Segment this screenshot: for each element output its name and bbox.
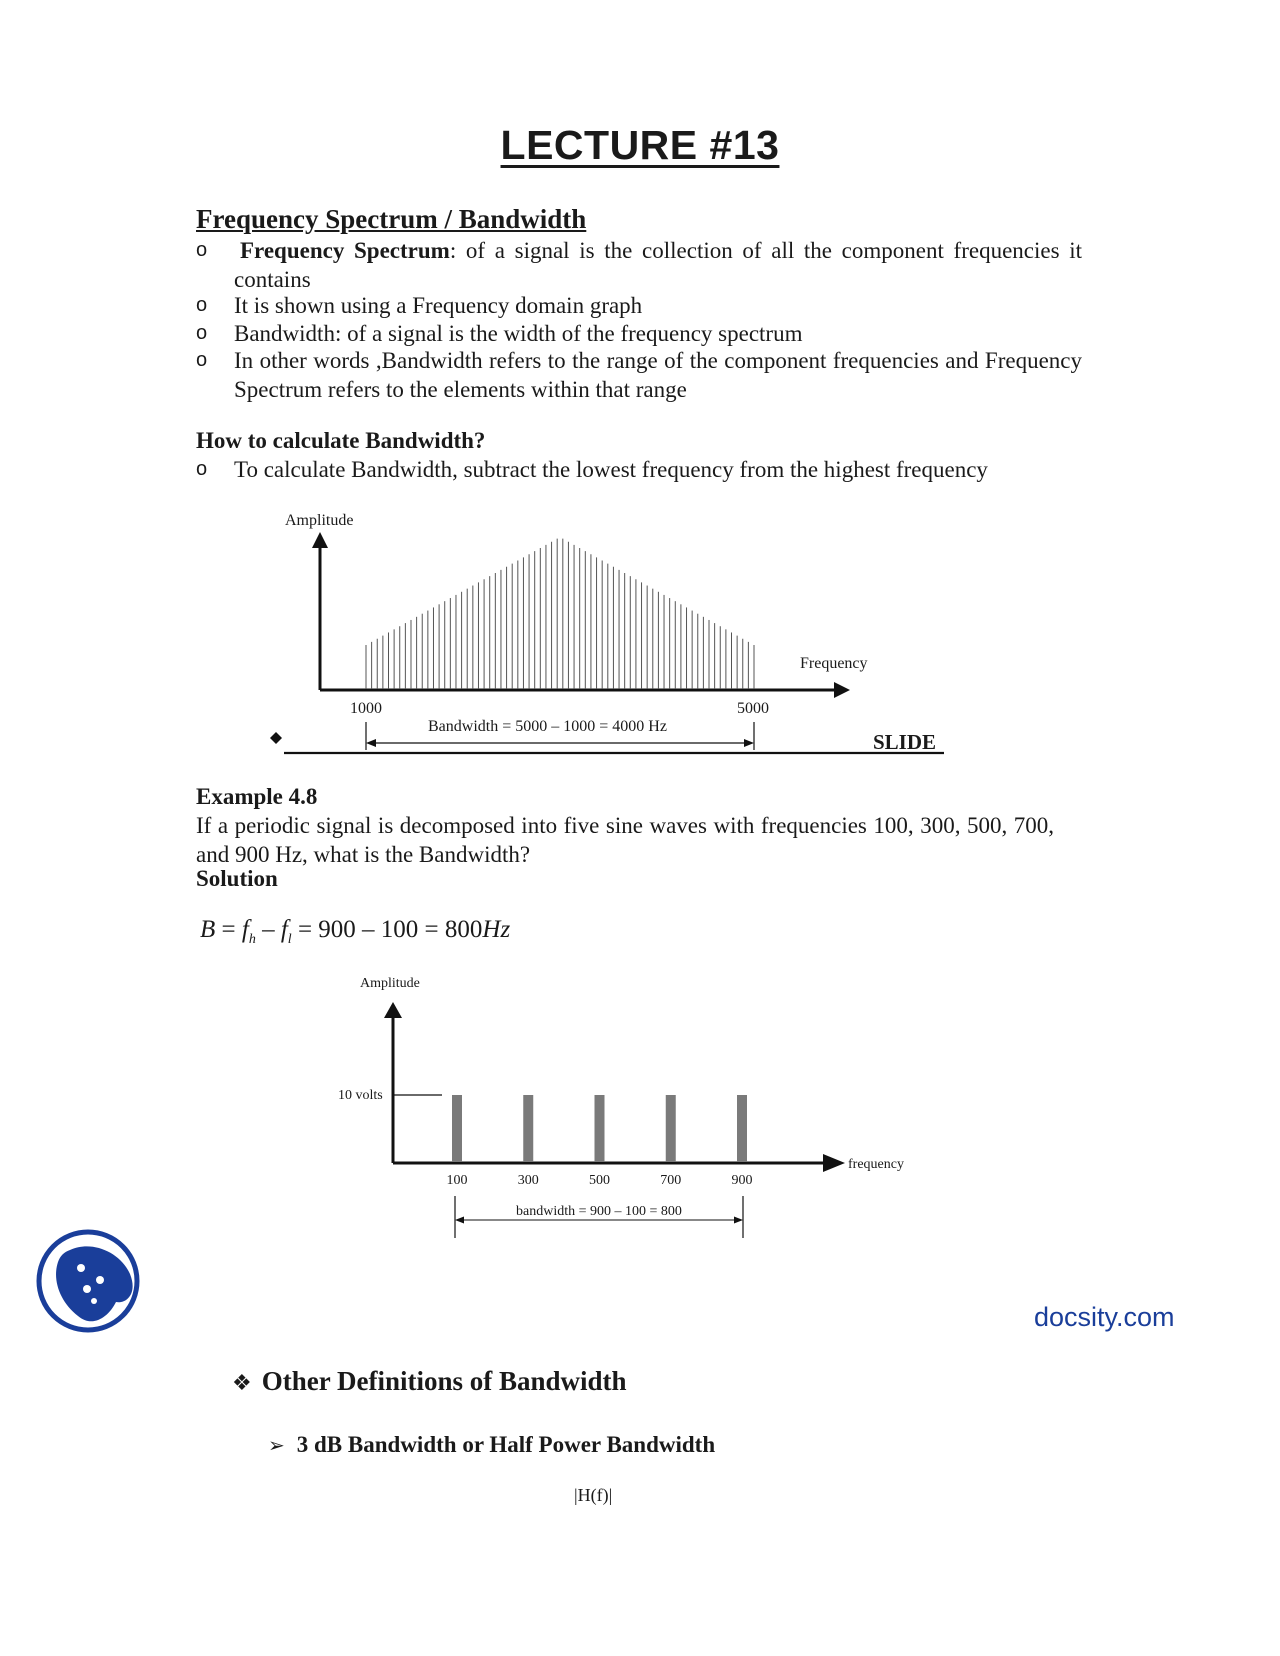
bar-500 (595, 1095, 605, 1162)
tick-label-700: 700 (660, 1173, 682, 1188)
arrowhead-bullet-icon: ➢ (268, 1433, 285, 1457)
example-text: If a periodic signal is decomposed into five sine waves with frequencies 100, 300, 500, 700, and 900 Hz, what is the Bandwidth? (196, 813, 1054, 867)
formula-eq: = (215, 916, 242, 943)
bullet-marker: o (196, 239, 208, 261)
bar-900 (737, 1095, 747, 1162)
bullet-marker: o (196, 349, 208, 371)
tick-label-1000: 1000 (350, 700, 382, 717)
x-axis-arrow (834, 682, 850, 698)
formula-sub-l: l (287, 932, 292, 947)
x-axis-label: frequency (848, 1157, 904, 1172)
formula-numbers: 900 – 100 = 800 (318, 916, 483, 943)
formula-eq: = (291, 916, 319, 943)
cut-off-formula (574, 1485, 613, 1505)
bar-100 (452, 1095, 462, 1162)
bandwidth-annotation: bandwidth = 900 – 100 = 800 (516, 1204, 682, 1219)
y-axis-arrow (312, 532, 328, 548)
bullet-text: Bandwidth: of a signal is the width of the frequency spectrum (234, 321, 803, 346)
cut-off-text: |H(f)| (574, 1485, 613, 1505)
bandwidth-annotation: Bandwidth = 5000 – 1000 = 4000 Hz (428, 718, 667, 735)
tick-label-300: 300 (517, 1173, 539, 1188)
tick-label-500: 500 (589, 1173, 610, 1188)
section-heading-calc: How to calculate Bandwidth? (196, 428, 486, 453)
four-diamond-icon: ❖ (232, 1371, 252, 1396)
spectrum-lines (366, 539, 754, 689)
bullet-marker: o (196, 294, 208, 316)
formula-sub-h: h (248, 932, 256, 947)
solution-label: Solution (196, 866, 278, 891)
docsity-watermark[interactable]: docsity.com (1034, 1302, 1175, 1332)
y-axis-label: Amplitude (285, 512, 354, 529)
bullet-text: To calculate Bandwidth, subtract the lowest frequency from the highest frequency (234, 457, 988, 482)
bw-arrow-left (455, 1217, 464, 1224)
bandwidth-formula (200, 916, 510, 948)
five-frequency-chart (0, 960, 1280, 1260)
bullet-text: It is shown using a Frequency domain graph (234, 293, 643, 318)
tick-label-5000: 5000 (737, 700, 769, 717)
term-frequency-spectrum: Frequency Spectrum (240, 238, 450, 263)
bullet-text: In other words ,Bandwidth refers to the range of the component frequencies and Frequency Spectrum refers to the elements within that range (234, 348, 1082, 402)
bars (452, 1095, 747, 1162)
y-axis-arrow (384, 1002, 402, 1018)
y-axis-label: Amplitude (360, 976, 420, 991)
x-axis-arrow (823, 1154, 845, 1172)
tick-label-100: 100 (446, 1173, 468, 1188)
bw-arrow-right (734, 1217, 743, 1224)
page-title: LECTURE #13 (500, 122, 780, 168)
diamond-bullet-icon (270, 732, 282, 744)
docsity-logo-icon (34, 1228, 142, 1334)
formula-fl: f (280, 916, 288, 943)
formula-unit: Hz (482, 916, 511, 943)
bar-300 (523, 1095, 533, 1162)
tick-labels (447, 1173, 753, 1188)
bar-700 (666, 1095, 676, 1162)
formula-minus: – (255, 916, 281, 943)
other-definitions-heading (232, 1366, 627, 1397)
bw-arrow-right (744, 739, 754, 747)
formula-fh: f (241, 916, 249, 943)
x-axis-label: Frequency (800, 655, 868, 672)
spectrum-chart (0, 0, 1280, 800)
sub-heading-3db (268, 1432, 715, 1458)
example-heading: Example 4.8 (196, 784, 318, 809)
section-heading-spectrum: Frequency Spectrum / Bandwidth (196, 204, 587, 234)
sub-heading-text: 3 dB Bandwidth or Half Power Bandwidth (296, 1432, 716, 1457)
tick-label-900: 900 (731, 1173, 753, 1188)
bullet-marker: o (196, 322, 208, 344)
y-tick-label: 10 volts (338, 1088, 383, 1103)
bw-arrow-left (366, 739, 376, 747)
bullet-marker: o (196, 458, 208, 480)
other-definitions-text: Other Definitions of Bandwidth (261, 1366, 627, 1396)
slide-label: SLIDE (873, 730, 937, 754)
formula-B: B (200, 916, 216, 943)
bullet-text-rest: : of a signal is the collection of all the component frequencies it contains (234, 238, 1082, 292)
